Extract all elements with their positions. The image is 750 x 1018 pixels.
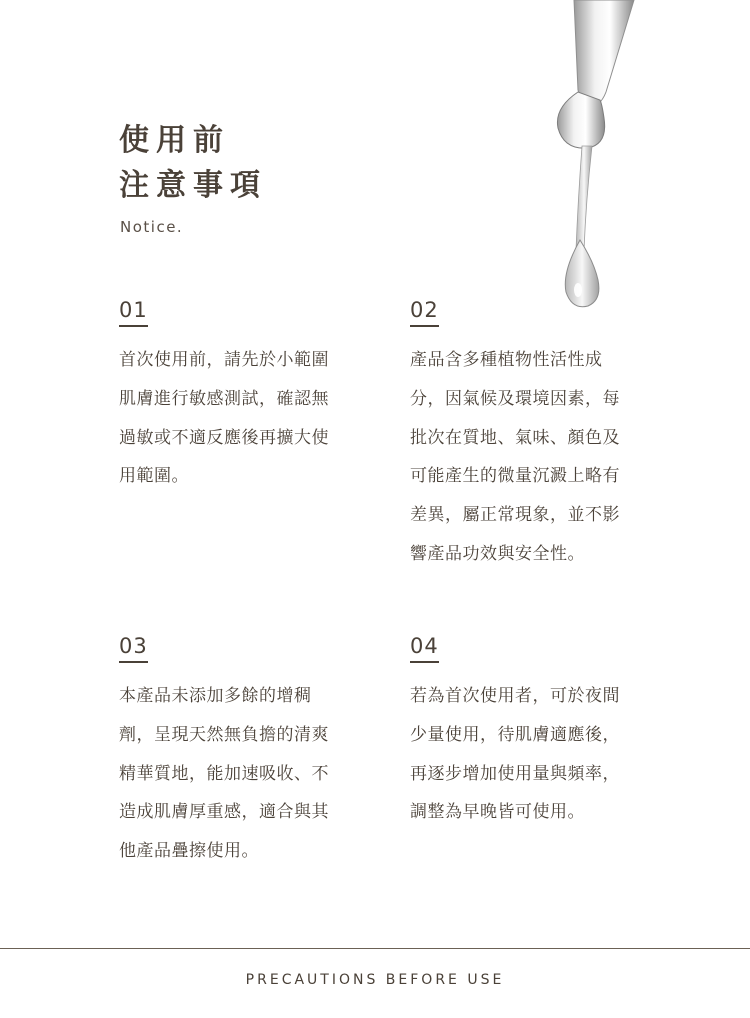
notice-item-01 <box>119 298 359 496</box>
title-line-1: 使用前 <box>119 123 230 158</box>
item-number: 04 <box>410 634 439 663</box>
notice-item-02 <box>410 298 650 574</box>
title-line-2: 注意事項 <box>119 168 267 203</box>
item-number: 03 <box>119 634 148 663</box>
notice-item-03 <box>119 634 359 871</box>
subtitle: Notice. <box>120 218 184 236</box>
item-text: 首次使用前，請先於小範圍肌膚進行敏感測試，確認無過敏或不適反應後再擴大使用範圍。 <box>119 350 329 487</box>
footer-divider <box>0 948 750 949</box>
item-text: 本產品未添加多餘的增稠劑，呈現天然無負擔的清爽精華質地，能加速吸收、不造成肌膚厚重感，適合與其他產品疊擦使用。 <box>119 686 329 862</box>
item-number: 01 <box>119 298 148 327</box>
item-text: 產品含多種植物性活性成分，因氣候及環境因素，每批次在質地、氣味、顏色及可能產生的微量沉澱上略有差異，屬正常現象，並不影響產品功效與安全性。 <box>410 350 620 564</box>
notice-item-04 <box>410 634 650 832</box>
page-title <box>119 118 267 208</box>
item-text: 若為首次使用者，可於夜間少量使用，待肌膚適應後，再逐步增加使用量與頻率，調整為早晚皆可使用。 <box>410 686 620 823</box>
footer-caption: PRECAUTIONS BEFORE USE <box>245 972 505 988</box>
dropper-serum-illustration <box>548 0 638 315</box>
item-number: 02 <box>410 298 439 327</box>
